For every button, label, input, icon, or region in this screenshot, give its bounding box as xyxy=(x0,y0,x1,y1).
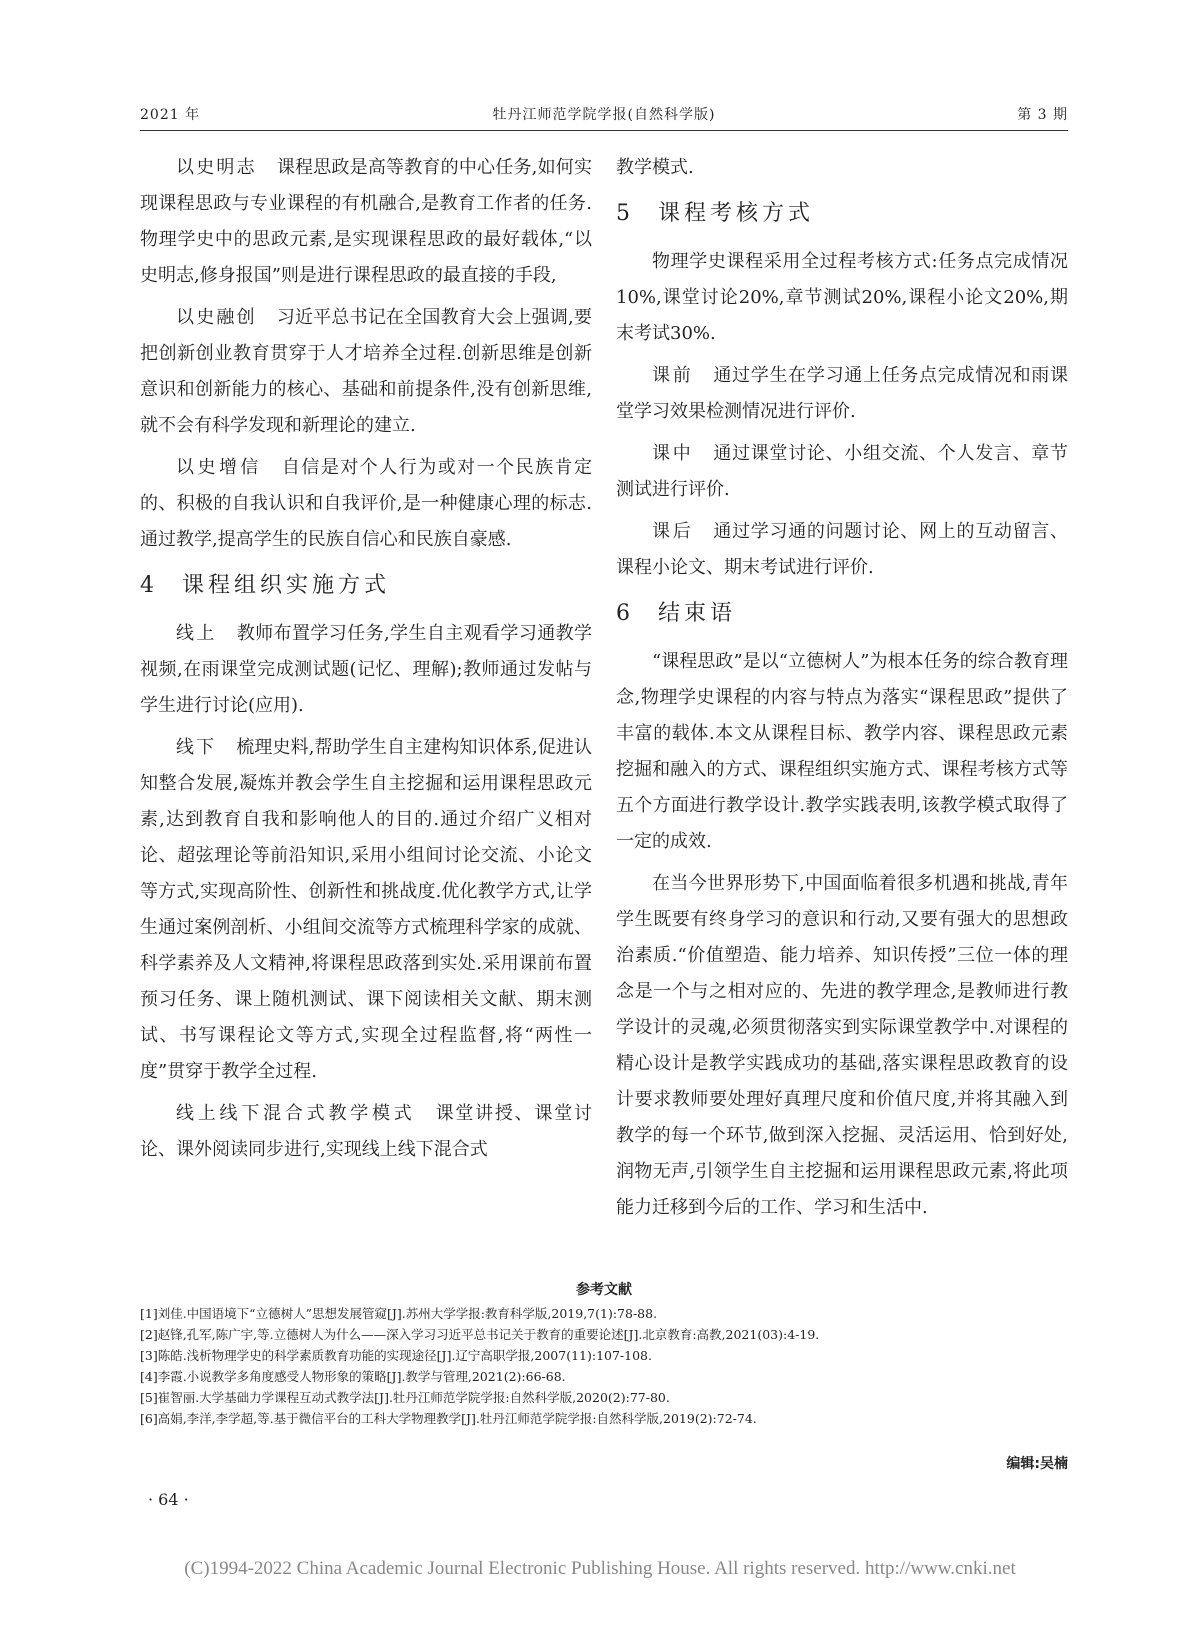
reference-item: [6]高娟,李洋,李学超,等.基于微信平台的工科大学物理教学[J].牡丹江师范学院学报:自然科学版,2019(2):72-74. xyxy=(140,1411,757,1426)
header-issue: 第 3 期 xyxy=(1017,107,1068,123)
paragraph: 以史增信 自信是对个人行为或对一个民族肯定的、积极的自我认识和自我评价,是一种健康心理的标志.通过教学,提高学生的民族自信心和民族自豪感. xyxy=(140,457,593,550)
paragraph-keyword: 以史明志 xyxy=(176,157,257,178)
editor-credit: 编辑:吴楠 xyxy=(1006,1456,1068,1472)
paragraph-keyword: 线上 xyxy=(176,623,217,644)
copyright-footer: (C)1994-2022 China Academic Journal Electronic Publishing House. All rights reserved. http://www.cnki.net xyxy=(184,1558,1016,1579)
paragraph-keyword: 以史融创 xyxy=(176,307,257,328)
paragraph: “课程思政”是以“立德树人”为根本任务的综合教育理念,物理学史课程的内容与特点为落实“课程思政”提供了丰富的载体.本文从课程目标、教学内容、课程思政元素挖掘和融入的方式、课程组织实施方式、课程考核方式等五个方面进行教学设计.教学实践表明,该教学模式取得了一定的成效. xyxy=(616,651,1068,852)
reference-item: [2]赵锋,孔军,陈广宇,等.立德树人为什么——深入学习习近平总书记关于教育的重要论述[J].北京教育:高教,2021(03):4-19. xyxy=(140,1327,820,1342)
paragraph: 课前 通过学生在学习通上任务点完成情况和雨课堂学习效果检测情况进行评价. xyxy=(616,365,1069,422)
header-rule xyxy=(140,130,1068,131)
paragraph: 以史明志 课程思政是高等教育的中心任务,如何实现课程思政与专业课程的有机融合,是教育工作者的任务.物理学史中的思政元素,是实现课程思政的最好载体,“以史明志,修身报国”则是进行课程思政的最直接的手段, xyxy=(140,157,592,286)
paragraph-keyword: 以史增信 xyxy=(176,457,262,478)
reference-item: [1]刘佳.中国语境下“立德树人”思想发展管窥[J].苏州大学学报:教育科学版,2019,7(1):78-88. xyxy=(140,1306,658,1321)
running-header xyxy=(140,104,1068,128)
references-title: 参考文献 xyxy=(576,1282,632,1298)
section-heading: 5 课程考核方式 xyxy=(616,201,815,226)
paragraph: 在当今世界形势下,中国面临着很多机遇和挑战,青年学生既要有终身学习的意识和行动,又要有强大的思想政治素质.“价值塑造、能力培养、知识传授”三位一体的理念是一个与之相对应的、先进的教学理念,是教师进行教学设计的灵魂,必须贯彻落实到实际课堂教学中.对课程的精心设计是教学实践成功的基础,落实课程思政教育的设计要求教师要处理好真理尺度和价值尺度,并将其融入到教学的每一个环节,做到深入挖掘、灵活运用、恰到好处,润物无声,引领学生自主挖掘和运用课程思政元素,将此项能力迁移到今后的工作、学习和生活中. xyxy=(616,873,1068,1218)
paragraph-keyword: 课后 xyxy=(652,521,694,542)
paragraph: 教学模式. xyxy=(616,157,694,178)
paragraph-keyword: 线上线下混合式教学模式 xyxy=(176,1103,416,1124)
paragraph: 线上线下混合式教学模式 课堂讲授、课堂讨论、课外阅读同步进行,实现线上线下混合式 xyxy=(140,1103,593,1160)
section-heading: 4 课程组织实施方式 xyxy=(140,573,391,598)
paragraph: 线下 梳理史料,帮助学生自主建构知识体系,促进认知整合发展,凝炼并教会学生自主挖掘和运用课程思政元素,达到教育自我和影响他人的目的.通过介绍广义相对论、超弦理论等前沿知识,采用小组间讨论交流、小论文等方式,实现高阶性、创新性和挑战度.优化教学方式,让学生通过案例剖析、小组间交流等方式梳理科学家的成就、科学素养及人文精神,将课程思政落到实处.采用课前布置预习任务、课上随机测试、课下阅读相关文献、期末测试、书写课程论文等方式,实现全过程监督,将“两性一度”贯穿于教学全过程. xyxy=(140,737,592,1082)
paragraph: 课中 通过课堂讨论、小组交流、个人发言、章节测试进行评价. xyxy=(616,443,1069,500)
paragraph-keyword: 课中 xyxy=(652,443,694,464)
left-column xyxy=(140,150,592,1174)
paragraph: 以史融创 习近平总书记在全国教育大会上强调,要把创新创业教育贯穿于人才培养全过程.创新思维是创新意识和创新能力的核心、基础和前提条件,没有创新思维,就不会有科学发现和新理论的建立. xyxy=(140,307,592,436)
paragraph: 课后 通过学习通的问题讨论、网上的互动留言、课程小论文、期末考试进行评价. xyxy=(616,521,1069,578)
reference-item: [5]崔智丽.大学基础力学课程互动式教学法[J].牡丹江师范学院学报:自然科学版,2020(2):77-80. xyxy=(140,1390,670,1405)
paragraph-keyword: 线下 xyxy=(176,737,217,758)
references xyxy=(140,1280,1068,1429)
page-number: · 64 · xyxy=(148,1490,189,1509)
right-column xyxy=(616,150,1068,1232)
reference-item: [4]李霞.小说教学多角度感受人物形象的策略[J].教学与管理,2021(2):66-68. xyxy=(140,1369,566,1384)
paragraph-keyword: 课前 xyxy=(652,365,694,386)
section-heading: 6 结束语 xyxy=(616,601,737,626)
header-year: 2021 年 xyxy=(140,107,201,123)
paragraph: 线上 教师布置学习任务,学生自主观看学习通教学视频,在雨课堂完成测试题(记忆、理解);教师通过发帖与学生进行讨论(应用). xyxy=(140,623,592,716)
paragraph: 物理学史课程采用全过程考核方式:任务点完成情况10%,课堂讨论20%,章节测试20%,课程小论文20%,期末考试30%. xyxy=(616,251,1068,344)
header-journal: 牡丹江师范学院学报(自然科学版) xyxy=(492,107,716,123)
reference-item: [3]陈皓.浅析物理学史的科学素质教育功能的实现途径[J].辽宁高职学报,2007(11):107-108. xyxy=(140,1348,652,1363)
